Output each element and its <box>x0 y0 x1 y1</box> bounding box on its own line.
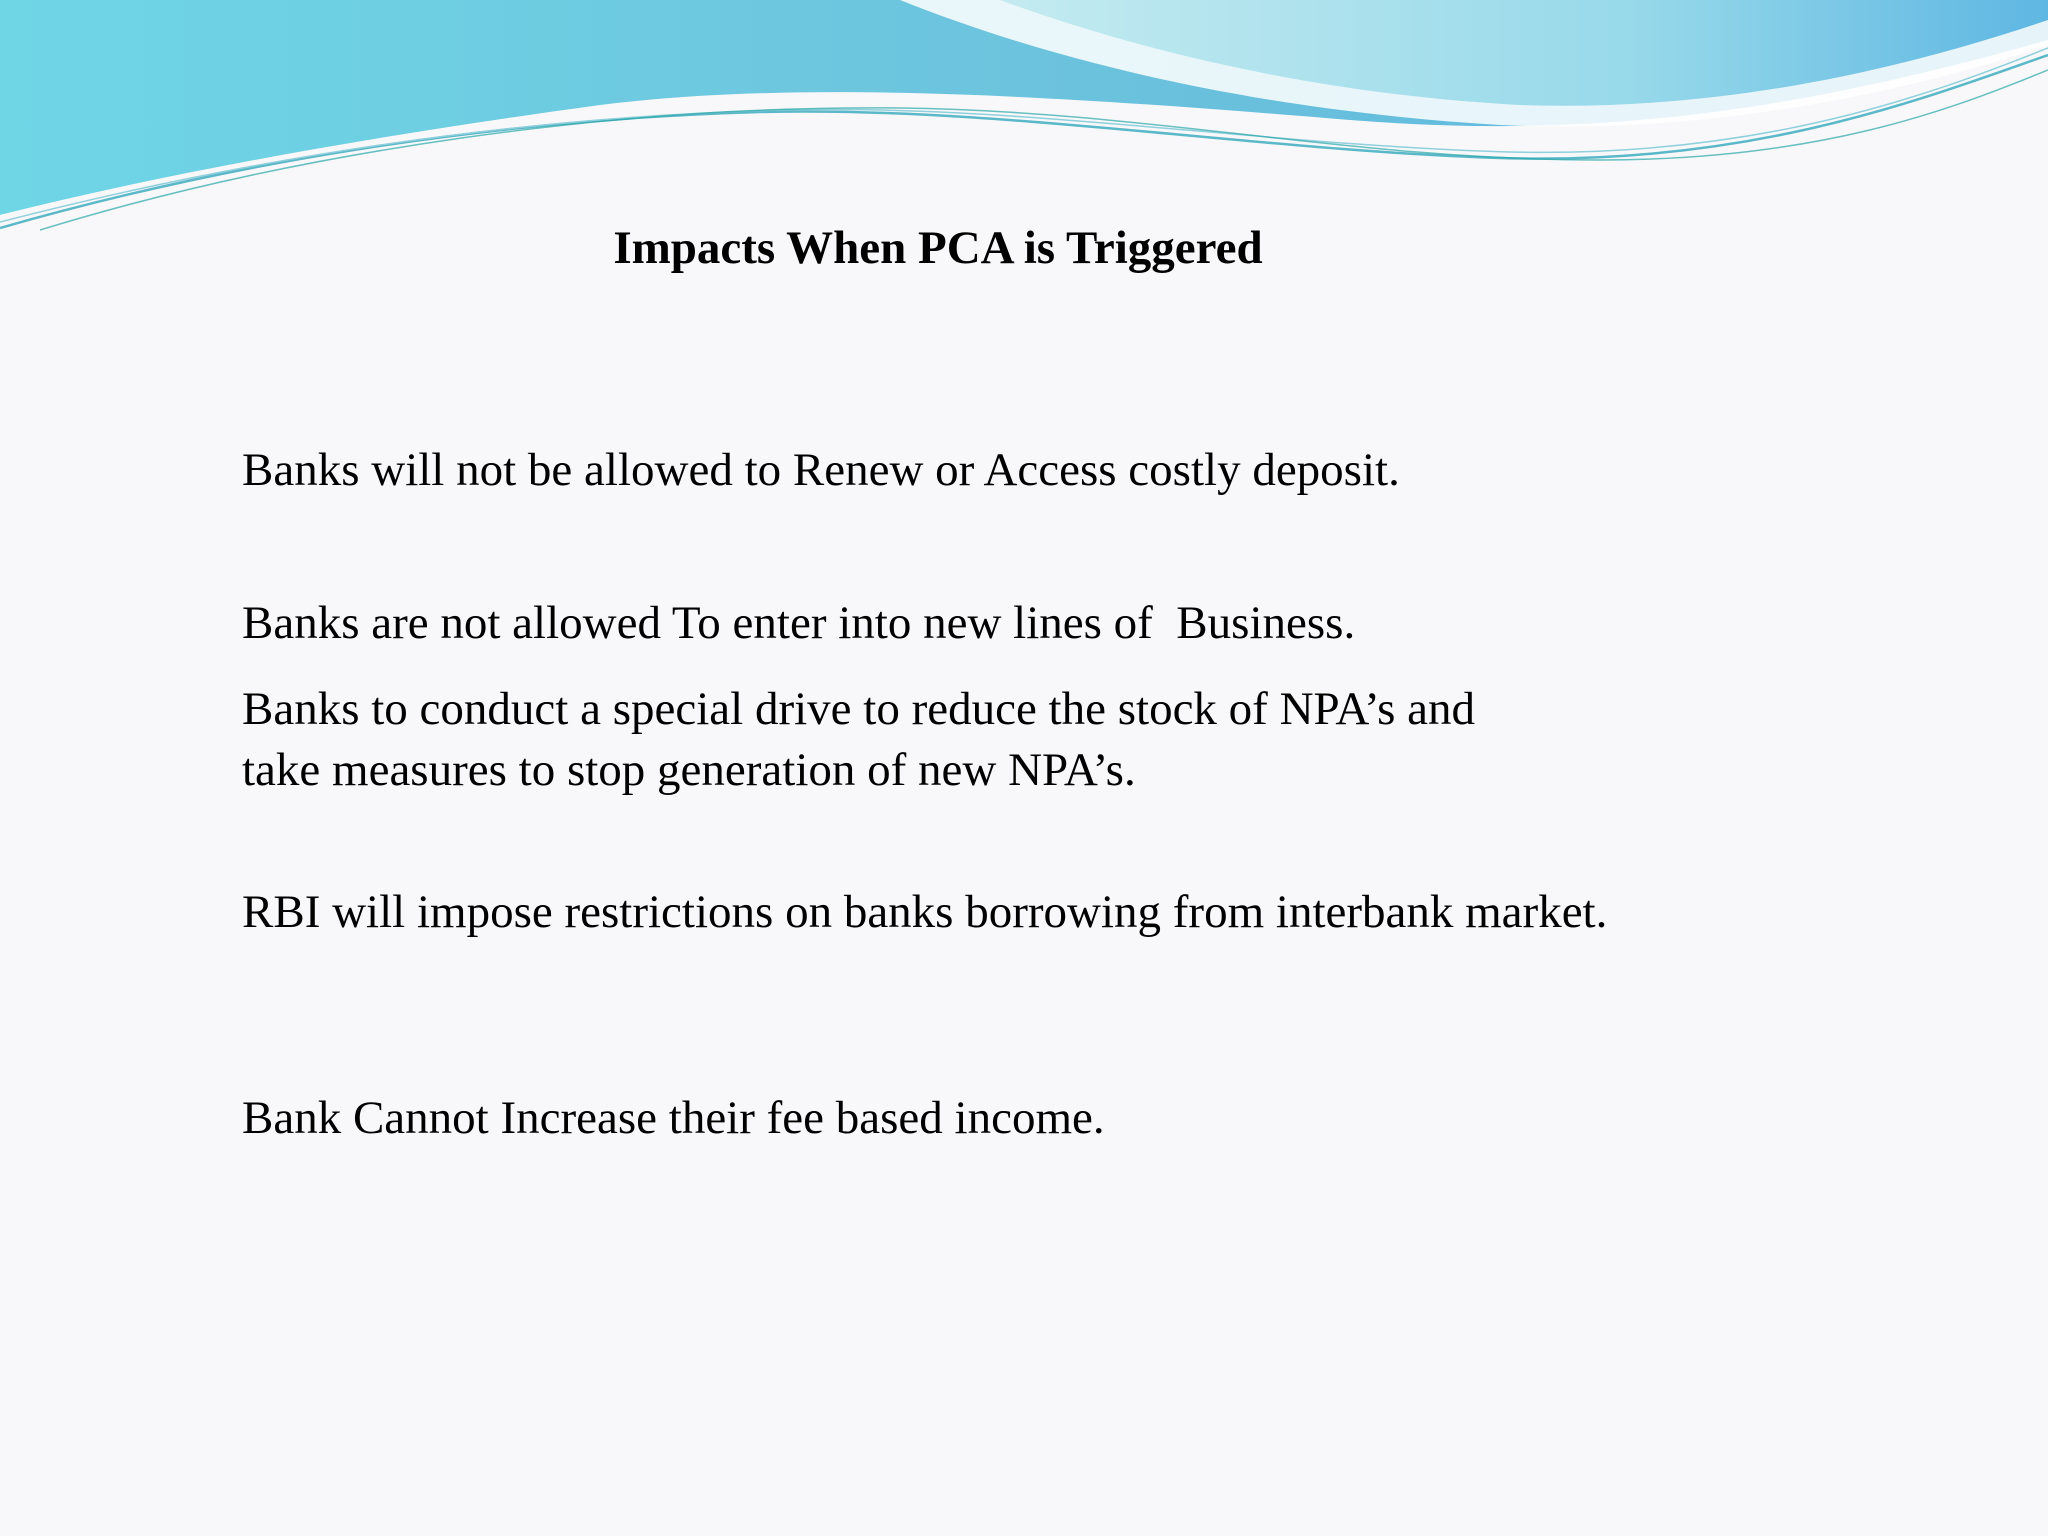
bullet-item-2: Banks are not allowed To enter into new lines of Business. <box>242 597 1356 649</box>
bullet-item-5: Bank Cannot Increase their fee based income. <box>242 1092 1105 1144</box>
slide-title: Impacts When PCA is Triggered <box>613 222 1263 274</box>
bullet-item-1: Banks will not be allowed to Renew or Access costly deposit. <box>242 444 1400 496</box>
bullet-item-4: RBI will impose restrictions on banks borrowing from interbank market. <box>242 886 1608 938</box>
bullet-item-3: Banks to conduct a special drive to reduce the stock of NPA’s and take measures to stop generation of new NPA’s. <box>242 683 1487 796</box>
header-wave-decoration <box>0 0 2048 240</box>
